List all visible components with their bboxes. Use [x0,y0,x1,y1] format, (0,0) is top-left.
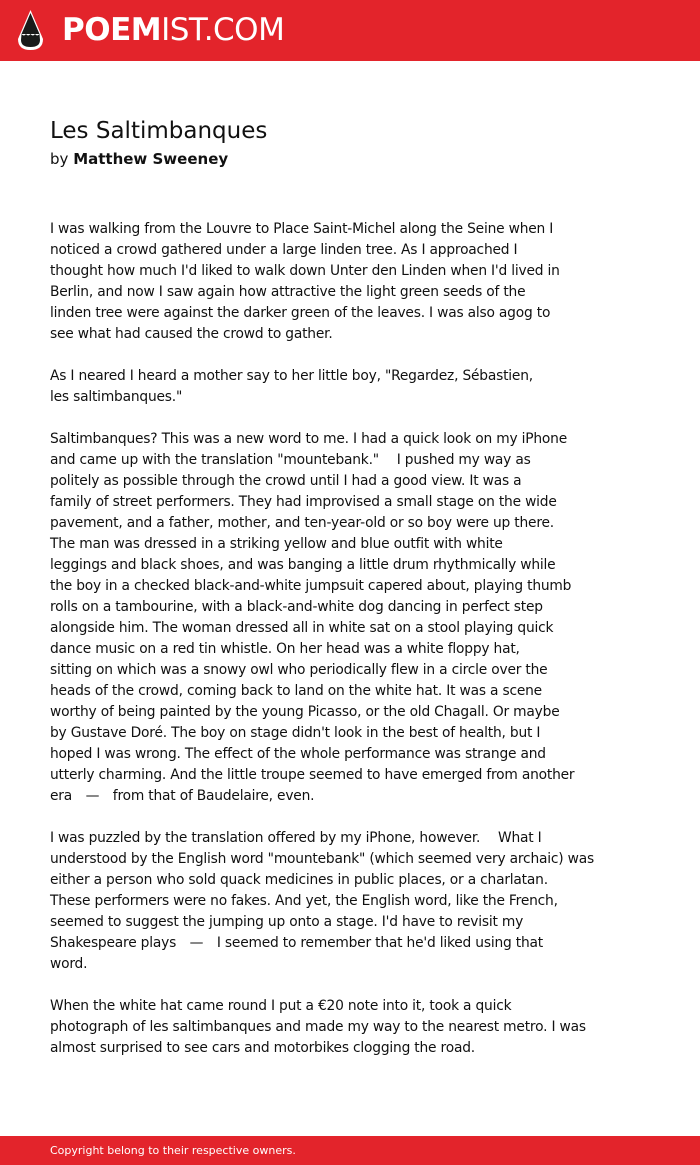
pencil-tip-icon[interactable] [17,9,44,51]
poem-body [50,219,650,1080]
poem-line: and came up with the translation "mountebank." I pushed my way as [50,452,531,468]
site-header [0,0,700,61]
poem-line: utterly charming. And the little troupe seemed to have emerged from another [50,767,575,783]
poem-line: era — from that of Baudelaire, even. [50,788,315,804]
poem-line: linden tree were against the darker green of the leaves. I was also agog to [50,305,551,321]
poem-line: word. [50,956,88,972]
poem-line: understood by the English word "mountebank" (which seemed very archaic) was [50,851,594,867]
copyright-notice: Copyright belong to their respective owners. [50,1144,296,1157]
poem-line: the boy in a checked black-and-white jumpsuit capered about, playing thumb [50,578,572,594]
poem-line: Shakespeare plays — I seemed to remember that he'd liked using that [50,935,543,951]
poem-line: pavement, and a father, mother, and ten-year-old or so boy were up there. [50,515,554,531]
poem-line: either a person who sold quack medicines in public places, or a charlatan. [50,872,548,888]
poem-line: politely as possible through the crowd until I had a good view. It was a [50,473,522,489]
poem-line: by Gustave Doré. The boy on stage didn't look in the best of health, but I [50,725,541,741]
poem-line: Berlin, and now I saw again how attractive the light green seeds of the [50,284,526,300]
by-label: by [50,150,69,168]
poem-line: family of street performers. They had improvised a small stage on the wide [50,494,557,510]
poem-line: The man was dressed in a striking yellow and blue outfit with white [50,536,503,552]
poem-title: Les Saltimbanques [50,118,268,144]
site-footer [0,1136,700,1165]
poem-line: seemed to suggest the jumping up onto a stage. I'd have to revisit my [50,914,524,930]
poem-line: hoped I was wrong. The effect of the whole performance was strange and [50,746,546,762]
poem-line: dance music on a red tin whistle. On her head was a white floppy hat, [50,641,520,657]
poem-line: almost surprised to see cars and motorbikes clogging the road. [50,1040,475,1056]
byline [50,149,228,169]
stanza [50,828,650,975]
poem-line: les saltimbanques." [50,389,183,405]
poem-line: photograph of les saltimbanques and made my way to the nearest metro. I was [50,1019,586,1035]
poem-line: leggings and black shoes, and was banging a little drum rhythmically while [50,557,556,573]
poem-line: I was puzzled by the translation offered by my iPhone, however. What I [50,830,542,846]
stanza [50,996,650,1059]
stanza [50,366,650,408]
stanza [50,219,650,345]
logo-wordmark-light: IST.COM [161,12,285,48]
poem-line: These performers were no fakes. And yet, the English word, like the French, [50,893,558,909]
poem-line: heads of the crowd, coming back to land on the white hat. It was a scene [50,683,542,699]
poem-line: noticed a crowd gathered under a large linden tree. As I approached I [50,242,518,258]
author-name: Matthew Sweeney [73,150,229,168]
stanza [50,429,650,807]
poem-line: When the white hat came round I put a €20 note into it, took a quick [50,998,512,1014]
poem-line: worthy of being painted by the young Picasso, or the old Chagall. Or maybe [50,704,560,720]
logo-wordmark-bold: POEM [62,12,162,48]
poem-line: rolls on a tambourine, with a black-and-white dog dancing in perfect step [50,599,543,615]
poem-line: alongside him. The woman dressed all in white sat on a stool playing quick [50,620,554,636]
poem-line: sitting on which was a snowy owl who periodically flew in a circle over the [50,662,548,678]
site-logo[interactable] [62,13,284,47]
poem-line: I was walking from the Louvre to Place Saint-Michel along the Seine when I [50,221,554,237]
poem-line: thought how much I'd liked to walk down Unter den Linden when I'd lived in [50,263,560,279]
poem-line: Saltimbanques? This was a new word to me. I had a quick look on my iPhone [50,431,567,447]
poem-line: see what had caused the crowd to gather. [50,326,333,342]
poem-line: As I neared I heard a mother say to her little boy, "Regardez, Sébastien, [50,368,533,384]
